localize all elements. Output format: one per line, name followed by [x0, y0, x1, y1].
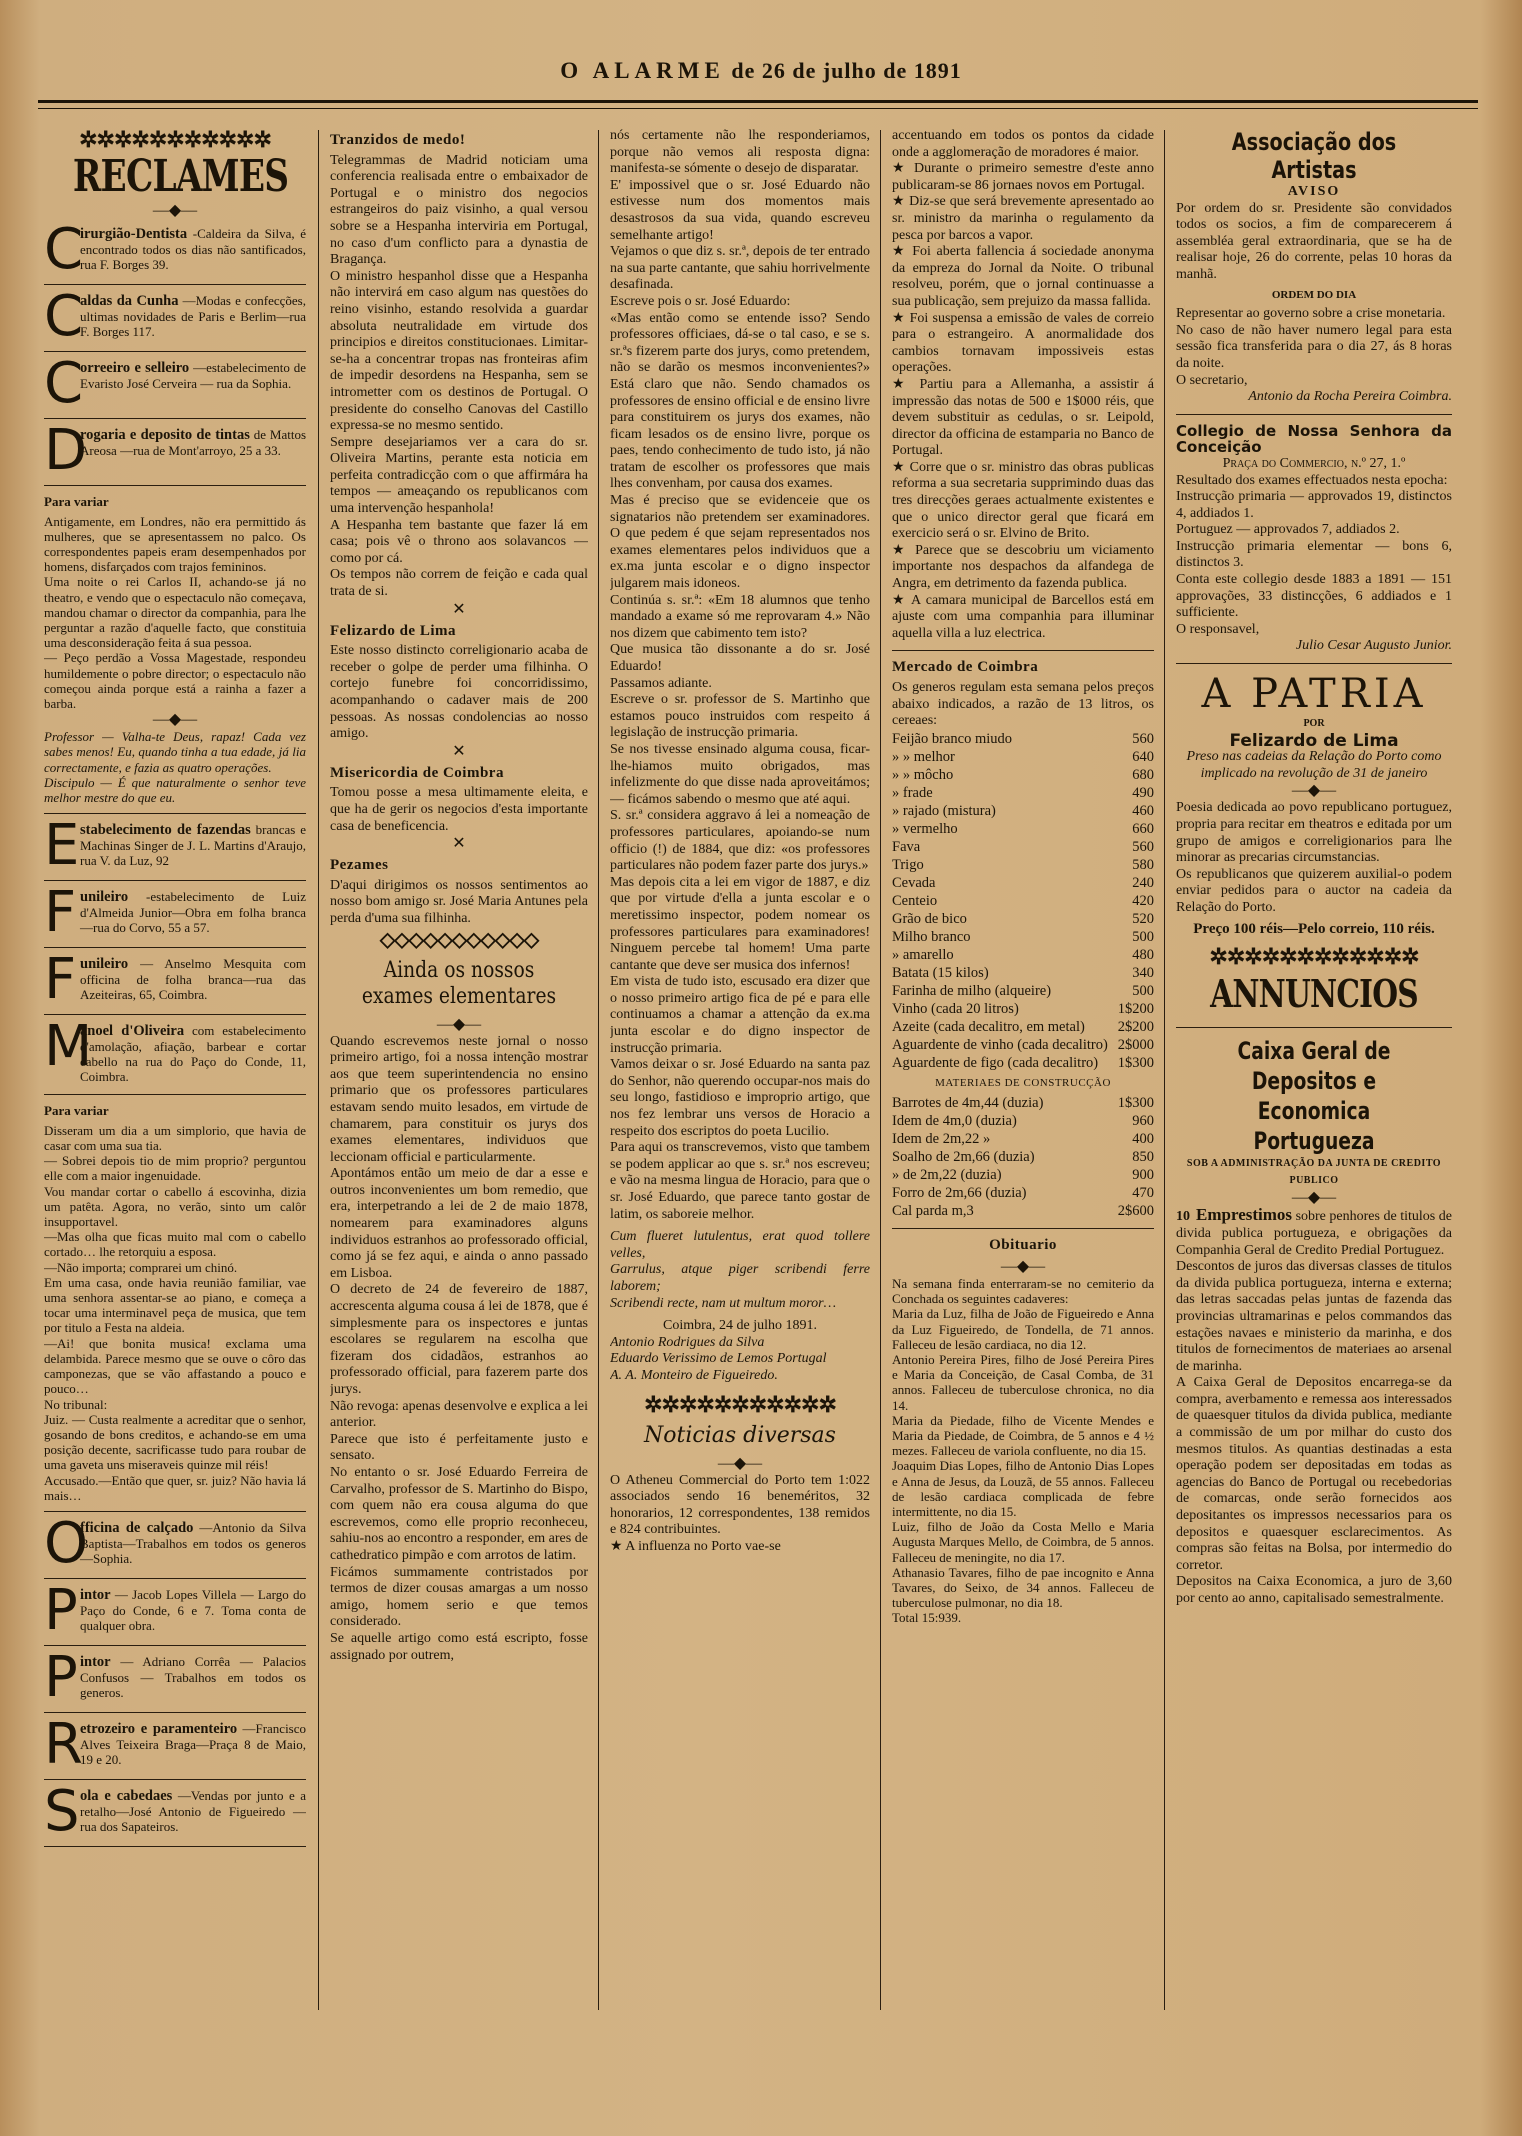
classified-ad: [44, 284, 306, 349]
ornament-divider: —◆—: [717, 1454, 763, 1472]
diamond-ornament-row: ◇◇◇◇◇◇◇◇◇◇◇: [379, 928, 539, 951]
price-value: 850: [1132, 1149, 1154, 1166]
price-value: 2$600: [1117, 1203, 1154, 1220]
price-item: » frade: [892, 784, 933, 801]
column-separator: [1164, 130, 1165, 2010]
ad-text: brancas e Machinas Singer de J. L. Martins d'Araujo, rua V. da Luz, 92: [80, 822, 306, 869]
ad-list: [44, 217, 306, 486]
classified-ad: [44, 1711, 306, 1777]
price-row: [892, 1054, 1154, 1072]
column-4: [892, 128, 1154, 2008]
ad-name: orreeiro e selleiro: [80, 360, 190, 376]
ornament-divider: —◆—: [436, 1015, 482, 1033]
price-value: 460: [1132, 802, 1154, 819]
drop-cap: P: [44, 1644, 78, 1710]
section-title: RECLAMES: [72, 151, 289, 202]
price-item: Milho branco: [892, 928, 971, 945]
divider: [1176, 663, 1452, 664]
price-row: [892, 1148, 1154, 1166]
price-value: 680: [1132, 766, 1154, 783]
classified-ad: [44, 217, 306, 282]
assoc-text: Por ordem do sr. Presidente são convidados todos os socios, a fim de comparecerem á assembléa geral extraordinaria, que se ha de realisar hoje, 26 do corrente, pelas 10 horas da manhã.: [1176, 200, 1452, 282]
ad-name: anoel d'Oliveira: [80, 1023, 185, 1040]
classified-ad: [44, 1014, 306, 1085]
drop-cap: C: [44, 217, 84, 282]
price-item: » » melhor: [892, 748, 955, 765]
article-text: Quando escrevemos neste jornal o nosso primeiro artigo, foi a nossa intenção mostrar aos que teem superintendencia no ensino primario que os professores particulares estavam sendo muito lesados, em virtude de chamarem, para constituir os jurys dos exames elementares, individuos que leccionam official e particularmente. Apontámos então um meio de dar a esse e outros inconvenientes um bom remedio, que era, interpetrando a lei de 2 de maio 1878, nomearem para examinadores alguns individuos estranhos ao professorado official, como já se fez aqui, e ainda o anno passado em Lisboa. O decreto de 24 de fevereiro de 1887, accrescenta alguma cousa á lei de 1878, que é simplesmente para os inspectores e juntas escolares se regularem na escolha que fizeram dos cidadãos, estranhos ao professorado official, para fazerem parte dos jurys. Não revoga: apenas desenvolve e explica a lei anterior. Parece que isto é perfeitamente justo e sensato. No entanto o sr. José Eduardo Ferreira de Carvalho, professor de S. Martinho do Bispo, com quem não era cousa alguma do que escrevemos, como elle proprio reconheceu, sahiu-nos ao encontro a responder, em ares de cathedratico pimpão e com arrotos de latim. Ficámos summamente contristados por termos de dizer cousas amargas a um nosso amigo, homem serio e que temos considerado. Se aquelle artigo como está escripto, fosse assignado por outrem,: [330, 1033, 588, 1663]
news-text: accentuando em todos os pontos da cidade onde a agglomeração de moradores é maior. ★ Durante o primeiro semestre d'este anno publicaram-se 86 jornaes novos em Portugal. ★ Diz-se que será brevemente apresentado ao sr. ministro da marinha o regulamento da pesca por barcos a vapor. ★ Foi aberta fallencia á sociedade anonyma da empreza do Jornal da Noite. O tribunal resolveu, porém, que o jornal continuasse a sua publicação, sem prejuizo da massa fallida. ★ Foi suspensa a emissão de vales de correio para o estrangeiro. A anormalidade dos cambios tornavam impossiveis estas operações. ★ Partiu para a Allemanha, a assistir á impressão das notas de 500 e 1$000 réis, que devem substituir as cedulas, o sr. Leipold, director da officina de estamparia no Banco de Portugal. ★ Corre que o sr. ministro das obras publicas reforma a sua secretaria supprimindo duas das tres direcções geraes actualmente existentes e que o unico director geral que ficará em exercicio será o sr. Elvino de Brito. ★ Parece que se descobriu um viciamento importante nos despachos da alfandega de Angra, em detrimento da fazenda publica. ★ A camara municipal de Barcellos está em ajuste com uma companhia para illuminar aquella villa a luz electrica.: [892, 128, 1154, 641]
colegio-title: Collegio de Nossa Senhora da Conceição: [1176, 421, 1452, 457]
price-value: 490: [1132, 784, 1154, 801]
caixa-first-paragraph: [1176, 1207, 1452, 1259]
article-text: Telegrammas de Madrid noticiam uma conferencia realisada entre o embaixador de Portugal e o ministro dos negocios estrangeiros do paiz visinho, a qual versou sobre se a Hespanha interviria em Portugal, no caso d'um conflicto para a dynastia de Bragança. O ministro hespanhol disse que a Hespanha não intervirá em caso algum nas questões do reino visinho, estando resolvida a guardar absoluta neutralidade em virtude dos principios e direitos constitucionaes. Limitar-se-ha a concentrar tropas nas fronteiras afim de impedir desordens na Hespanha, sem se intrometter com os destinos de Portugal. O presidente do conselho Canovas del Castillo expressa-se no mesmo sentido. Sempre desejariamos ver a cara do sr. Oliveira Martins, perante esta noticia em perfeita contradicção com o que affirmára ha tempos — ameaçando os republicanos com uma intervenção hespanhola! A Hespanha tem bastante que fazer lá em casa; pois vê o throno aos solavancos — como por cá. Os tempos não correm de feição e cada qual trata de si.: [330, 152, 588, 600]
ornament-divider: —◆—: [152, 202, 198, 219]
para-variar-heading: Para variar: [44, 1103, 109, 1119]
caixa-title: Caixa Geral de Depositos e Economica Portugueza: [1237, 1037, 1391, 1156]
price-item: Batata (15 kilos): [892, 964, 989, 981]
ad-name: stabelecimento de fazendas: [80, 822, 251, 839]
ad-name: etrozeiro e paramenteiro: [80, 1720, 238, 1737]
article-text: nós certamente não lhe responderiamos, porque não vemos ali resposta digna: manifesta-se sómente o desejo de disparatar. E' impossivel que o sr. José Eduardo não estivesse num dos momentos mais desastrosos da sua vida, quando escreveu semelhante artigo! Vejamos o que diz s. sr.ª, depois de ter entrado na sua parte cantante, que sahiu horrivelmente desafinada. Escreve pois o sr. José Eduardo: «Mas então como se entende isso? Sendo professores officiaes, dá-se o tal caso, e se s. sr.ªs fizerem parte dos jurys, como pretendem, não se darão os mesmos inconvenientes?» Está claro que não. Sendo chamados os professores de ensino official e de ensino livre para constituirem os jurys dos exames, não ficam lesados os de ensino livre, porque os paes, tendo conhecimento de tudo isto, já não tratam de escolher os professores que mais lhes convenham, por causa dos exames. Mas é preciso que se evidenceie que os signatarios não pretendem ser examinadores. O que pedem é que sejam representados nos exames elementares pelos individuos que a ex.ma junta escolar e o digno inspector julgarem mais idoneos. Continúa s. sr.ª: «Em 18 alumnos que tenho mandado a exame só me reprovaram 4.» Não nos dizem que cabimento tem isto? Que musica tão dissonante a do sr. José Eduardo! Passamos adiante. Escreve o sr. professor de S. Martinho que estamos pouco instruidos com respeito á legislação de instrucção primaria. Se nos tivesse ensinado alguma cousa, ficar-lhe-hiamos muito obrigados, mas infelizmente do que disse nada aproveitámos; — ficámos sabendo o mesmo que até aqui. S. sr.ª considera aggravo á lei a nomeação de professores particulares, apoiando-se num officio (!) de 1884, que diz: «os professores particulares não podem fazer parte dos jurys.» Mas depois cita a lei em vigor de 1887, e diz que por virtude d'ella a junta escolar e o meretissimo inspector, podem nomear os professores particulares para examinadores! Ninguem percebe tal homem! Uma parte cantante que deve ser musica dos infernos! Em vista de tudo isto, escusado era dizer que o nosso primeiro artigo fica de pé e para elle continuamos a chamar a attenção da ex.ma junta escolar e do digno inspector de instrucção primaria. Vamos deixar o sr. José Eduardo na santa paz do Senhor, não querendo occupar-nos mais do seu longo, fastidioso e improprio artigo, que nos fez lembrar uns versos de Horacio a respeito dos escriptos do poeta Lucilio. Para aqui os transcrevemos, visto que tambem se podem applicar ao que s. sr.ª nos escreveu; e vão na mesma lingua de Horacio, para que o sr. José Eduardo, que parece tanto gostar de latim, os saboreie melhor.: [610, 128, 870, 1222]
ad-name: aldas da Cunha: [80, 293, 179, 309]
assoc-signature: Antonio da Rocha Pereira Coimbra.: [1248, 389, 1452, 405]
price-item: Barrotes de 4m,44 (duzia): [892, 1095, 1044, 1112]
drop-cap: F: [44, 880, 77, 946]
ordem-label: ORDEM DO DIA: [1271, 288, 1357, 301]
classified-ad: [44, 1644, 306, 1710]
dateline: Coimbra, 24 de julho 1891.: [663, 1318, 817, 1334]
classified-ad: [44, 418, 306, 483]
aviso-label: AVISO: [1287, 184, 1341, 199]
price-value: 240: [1132, 874, 1154, 891]
ad-list: [44, 813, 306, 1095]
price-row: [892, 1202, 1154, 1220]
assoc-title: Associação dos Artistas: [1231, 128, 1397, 184]
colegio-signature: Julio Cesar Augusto Junior.: [1295, 638, 1452, 654]
para-variar-text: Disseram um dia a um simplorio, que havia de casar com uma sua tia. — Sobrei depois tio de mim proprio? perguntou elle com a maior ingenuidade. Vou mandar cortar o cabello á escovinha, dizia um patêta. Agora, no verão, sinto um calôr insupportavel. —Mas olha que ficas muito mal com o cabello cortado… lhe retorquiu a esposa. —Não importa; comprarei um chinó. Em uma casa, onde havia reunião familiar, vae uma senhora assentar-se ao piano, e começa a tocar uma interminavel peça de musica, que tem por titulo a Festa na aldeia. —Ai! que bonita musica! exclama uma delambida. Parece mesmo que se ouve o côro das camponezas, que se vão affastando a pouco e pouco… No tribunal: Juiz. — Custa realmente a acreditar que o senhor, gosando de bons creditos, e achando-se em uma posição decente, sacrificasse tudo para roubar de uma gaveta uns miseraveis quinze mil réis! Accusado.—Então que quer, sr. juiz? Não havia lá mais…: [44, 1122, 306, 1503]
price-value: 640: [1132, 748, 1154, 765]
price-value: 560: [1132, 838, 1154, 855]
price-item: Feijão branco miudo: [892, 730, 1013, 747]
masthead-rule-thick: [38, 100, 1478, 103]
latin-verses: Cum flueret lutulentus, erat quod tollere velles, Garrulus, atque piger scribendi ferre laborem; Scribendi recte, nam ut multum moror…: [610, 1229, 870, 1311]
divider: [44, 485, 306, 486]
annuncios-title: ANNUNCIOS: [1210, 971, 1418, 1017]
price-value: 580: [1132, 856, 1154, 873]
price-row: [892, 1000, 1154, 1018]
price-value: 480: [1132, 946, 1154, 963]
price-item: Aguardente de vinho (cada decalitro): [892, 1036, 1108, 1053]
masthead: [0, 58, 1522, 84]
price-value: 2$000: [1117, 1036, 1154, 1053]
ad-name: irurgião-Dentista: [80, 226, 188, 242]
price-item: » amarello: [892, 946, 954, 963]
price-item: Forro de 2m,66 (duzia): [892, 1185, 1027, 1202]
drop-cap: E: [44, 813, 80, 879]
ad-text: com estabelecimento d'amolação, afiação, barbear e cortar cabello na rua do Paço do Conde, 11, Coimbra.: [80, 1023, 306, 1085]
classified-ad: [44, 1577, 306, 1643]
price-table: [892, 730, 1154, 1072]
classified-ad: [44, 880, 306, 946]
divider: [44, 1846, 306, 1847]
obituary-heading: Obituario: [989, 1237, 1057, 1254]
price-item: Soalho de 2m,66 (duzia): [892, 1149, 1035, 1166]
news-text: O Atheneu Commercial do Porto tem 1:022 associados sendo 16 beneméritos, 32 honorarios, 12 correspondentes, 138 remidos e 824 contribuintes. ★ A influenza no Porto vae-se: [610, 1472, 870, 1554]
drop-cap: D: [44, 418, 88, 483]
price-row: [892, 748, 1154, 766]
price-row: [892, 982, 1154, 1000]
ornament-divider: —◆—: [1000, 1257, 1046, 1275]
drop-cap: F: [44, 947, 77, 1013]
column-separator: [880, 130, 881, 2010]
ad-text: —Antonio da Silva Baptista—Trabalhos em todos os generos—Sophia.: [80, 1519, 306, 1566]
divider: [44, 813, 306, 814]
price-value: 1$300: [1117, 1054, 1154, 1071]
column-separator: [318, 130, 319, 2010]
price-value: 660: [1132, 820, 1154, 837]
ad-text: — Adriano Corrêa — Palacios Confusos — Trabalhos em todos os generos.: [80, 1653, 306, 1700]
price-item: Grão de bico: [892, 910, 967, 927]
article-heading: Tranzidos de medo!: [330, 132, 466, 148]
price-value: 400: [1132, 1131, 1154, 1148]
price-item: Aguardente de figo (cada decalitro): [892, 1054, 1099, 1071]
divider: [892, 1228, 1154, 1229]
caixa-subtitle: SOB A ADMINISTRAÇÃO DA JUNTA DE CREDITO PUBLICO: [1186, 1158, 1442, 1186]
ad-text: -estabelecimento de Luiz d'Almeida Junior—Obra em folha branca—rua do Corvo, 55 a 57.: [80, 889, 306, 936]
column-5: [1176, 128, 1452, 2008]
article-text: Este nosso distincto correligionario acaba de receber o golpe de perder uma filhinha. O cortejo funebre foi concorridissimo, acompanhando o cadaver mais de 200 pessoas. As nossas condolencias ao nosso amigo.: [330, 643, 588, 742]
ornament-divider: —◆—: [152, 711, 198, 729]
cross-divider: ✕: [452, 835, 466, 853]
price-row: [892, 1184, 1154, 1202]
price-row: [892, 1036, 1154, 1054]
price-row: [892, 892, 1154, 910]
price-value: 2$200: [1117, 1018, 1154, 1035]
classified-ad: [44, 813, 306, 879]
price-row: [892, 1112, 1154, 1130]
price-value: 500: [1132, 928, 1154, 945]
signatories: Antonio Rodrigues da Silva Eduardo Verissimo de Lemos Portugal A. A. Monteiro de Figueiredo.: [610, 1334, 827, 1383]
drop-cap: S: [44, 1778, 80, 1844]
price-item: » vermelho: [892, 820, 958, 837]
price-value: 420: [1132, 892, 1154, 909]
divider: [44, 1779, 306, 1780]
price-row: [892, 730, 1154, 748]
drop-cap: O: [44, 1510, 89, 1576]
price-value: 500: [1132, 982, 1154, 999]
article-heading: Pezames: [330, 857, 389, 874]
column-separator: [598, 130, 599, 2010]
section-title: Noticias diversas: [644, 1422, 836, 1448]
price-row: [892, 766, 1154, 784]
star-ornament-row: ✲✲✲✲✲✲✲✲✲✲✲✲: [1209, 945, 1419, 970]
market-intro: Os generos regulam esta semana pelos preços abaixo indicados, a razão de 13 litros, os cereaes:: [892, 680, 1154, 729]
drop-cap: C: [44, 284, 84, 349]
price-value: 470: [1132, 1185, 1154, 1202]
ad-text: —Modas e confecções, ultimas novidades de Paris e Berlim—rua F. Borges 117.: [80, 293, 306, 339]
article-text: D'aqui dirigimos os nossos sentimentos ao nosso bom amigo sr. José Maria Antunes pela perda d'uma sua filhinha.: [330, 877, 588, 926]
price-item: » » môcho: [892, 766, 954, 783]
paper-date: de 26 de julho de 1891: [731, 58, 962, 83]
price-value: 560: [1132, 730, 1154, 747]
drop-cap: P: [44, 1577, 78, 1643]
materials-heading: MATERIAES DE CONSTRUCÇÃO: [935, 1076, 1111, 1089]
ornament-divider: —◆—: [1291, 782, 1337, 800]
cross-divider: ✕: [452, 742, 466, 760]
colegio-text: Resultado dos exames effectuados nesta epocha: Instrucção primaria — approvados 19, distinctos 4, addiados 1. Portuguez — approvados 7, addiados 2. Instrucção primaria elementar — bons 6, distinctos 3. Conta este collegio desde 1883 a 1891 — 151 approvações, 33 distincções, 6 addiados e 1 sufficiente. O responsavel,: [1176, 472, 1452, 637]
materials-table: [892, 1094, 1154, 1220]
price-row: [892, 964, 1154, 982]
article-title: Ainda os nossos exames elementares: [361, 957, 557, 1009]
price-value: 900: [1132, 1167, 1154, 1184]
ad-text: — Anselmo Mesquita com officina de folha branca—rua das Azeiteiras, 65, Coimbra.: [80, 956, 306, 1003]
ordem-text: Representar ao governo sobre a crise monetaria. No caso de não haver numero legal para esta sessão fica transferida para o dia 27, ás 8 horas da noite. O secretario,: [1176, 306, 1452, 388]
price-item: » rajado (mistura): [892, 802, 996, 819]
price-item: Idem de 4m,0 (duzia): [892, 1113, 1017, 1130]
ad-text: —Vendas por junto e a retalho—José Antonio de Figueiredo — rua dos Sapateiros.: [80, 1787, 306, 1834]
article-text: Tomou posse a mesa ultimamente eleita, e que ha de gerir os negocios d'esta importante casa de beneficencia.: [330, 785, 588, 834]
para-variar-heading: Para variar: [44, 494, 109, 509]
price-item: Cevada: [892, 874, 936, 891]
column-reclames: [44, 128, 306, 2008]
price-item: Azeite (cada decalitro, em metal): [892, 1018, 1085, 1035]
star-ornament-row: ✲✲✲✲✲✲✲✲✲✲✲: [644, 1392, 836, 1417]
ad-name: unileiro: [80, 956, 129, 973]
divider: [1176, 1027, 1452, 1028]
price-item: Fava: [892, 838, 921, 855]
ad-name: fficina de calçado: [80, 1519, 194, 1536]
price-value: 520: [1132, 910, 1154, 927]
column-3: [610, 128, 870, 2008]
ad-text: -Caldeira da Silva, é encontrado todos os dias não santificados, rua F. Borges 39.: [80, 226, 306, 272]
divider: [44, 880, 306, 881]
classified-ad: [44, 351, 306, 416]
ad-name: rogaria e deposito de tintas: [80, 427, 250, 443]
ad-name: intor: [80, 1586, 111, 1603]
drop-cap: M: [44, 1014, 93, 1080]
ad-text: — Jacob Lopes Villela — Largo do Paço do Conde, 6 e 7. Toma conta de qualquer obra.: [80, 1586, 306, 1633]
price-row: [892, 1094, 1154, 1112]
price-row: [892, 946, 1154, 964]
star-ornament-row: ✲✲✲✲✲✲✲✲✲✲✲: [79, 128, 271, 152]
column-2: [330, 128, 588, 2008]
price-row: [892, 928, 1154, 946]
classified-ad: [44, 947, 306, 1013]
caixa-text: sobre penhores de titulos de divida publica portugueza, e obrigações da Companhia Geral de Credito Predial Portuguez.: [1176, 1209, 1452, 1258]
price-value: 1$200: [1117, 1000, 1154, 1017]
divider: [44, 947, 306, 948]
price-value: 960: [1132, 1113, 1154, 1130]
divider: [44, 351, 306, 352]
price-row: [892, 1130, 1154, 1148]
patria-title: A PATRIA: [1201, 671, 1427, 718]
obituary-total: Total 15:939.: [892, 1610, 962, 1626]
patria-author: Felizardo de Lima: [1229, 730, 1399, 751]
divider: [44, 1578, 306, 1579]
ad-name: intor: [80, 1653, 111, 1670]
ad-text: de Mattos Areosa —rua de Mont'arroyo, 25 a 33.: [80, 427, 306, 458]
ornament-divider: —◆—: [1291, 1189, 1337, 1207]
patria-price: Preço 100 réis—Pelo correio, 110 réis.: [1193, 920, 1435, 937]
caixa-text: Descontos de juros das diversas classes de titulos da divida publica portugueza, interna e externa; das letras saccadas pelas juntas de fazenda das provincias ultramarinas e pelos commandos das estações navaes e ministerio da marinha, e dos titulos de fornecimentos de materiaes ao arsenal de marinha. A Caixa Geral de Depositos encarrega-se da compra, averbamento e remessa aos interessados de quaesquer titulos da divida publica, mediante a commissão de um por milhar do custo dos mesmos titulos. As quantias destinadas a esta operação podem ser depositadas em todas as agencias do Banco de Portugal ou recebedorias de comarcas, onde serão fornecidos aos depositantes os impressos necessarios para os depositos e quaesquer esclarecimentos. As compras são feitas na Bolsa, por intermedio do corretor. Depositos na Caixa Economica, a juro de 3,60 por cento ao anno, capitalisado semestralmente.: [1176, 1259, 1452, 1606]
ad-text: —estabelecimento de Evaristo José Cerveira — rua da Sophia.: [80, 360, 306, 391]
price-row: [892, 856, 1154, 874]
classified-ad: [44, 1778, 306, 1844]
price-value: 340: [1132, 964, 1154, 981]
price-value: 1$300: [1117, 1095, 1154, 1112]
price-item: Farinha de milho (alqueire): [892, 982, 1052, 999]
divider: [892, 650, 1154, 651]
price-row: [892, 802, 1154, 820]
price-row: [892, 820, 1154, 838]
divider: [44, 284, 306, 285]
divider: [44, 1094, 306, 1095]
ad-name: unileiro: [80, 889, 129, 906]
divider: [44, 1645, 306, 1646]
market-heading: Mercado de Coimbra: [892, 659, 1039, 676]
price-row: [892, 1018, 1154, 1036]
patria-por: POR: [1303, 718, 1325, 730]
ad-text: —Francisco Alves Teixeira Braga—Praça 8 de Maio, 19 e 20.: [80, 1720, 306, 1767]
price-item: Cal parda m,3: [892, 1203, 974, 1220]
divider: [44, 1712, 306, 1713]
price-item: Centeio: [892, 892, 938, 909]
dialogue-text: Professor — Valha-te Deus, rapaz! Cada vez sabes menos! Eu, quando tinha a tua edade, já lia correctamente, e fazia as quatro operações. Discipulo — É que naturalmente o senhor teve melhor mestre do que eu.: [44, 729, 306, 806]
masthead-rule-thin: [38, 108, 1478, 109]
caixa-lead-word: Emprestimos: [1196, 1205, 1293, 1225]
drop-cap: R: [44, 1711, 83, 1777]
divider: [1176, 414, 1452, 415]
price-row: [892, 910, 1154, 928]
paper-name: O ALARME: [560, 58, 725, 83]
drop-cap: C: [44, 351, 84, 416]
patria-subtitle: Preso nas cadeias da Relação do Porto como implicado na revolução de 31 de janeiro: [1186, 749, 1442, 781]
article-heading: Misericordia de Coimbra: [330, 764, 504, 781]
price-row: [892, 1166, 1154, 1184]
obituary-text: Na semana finda enterraram-se no cemiterio da Conchada os seguintes cadaveres: Maria da Luz, filha de João de Figueiredo e Anna da Luz Figueiredo, de Tondella, de 71 annos. Falleceu de lesão cardiaca, no dia 12. Antonio Pereira Pires, filho de José Pereira Pires e Maria da Conceição, de Casal Comba, de 31 annos. Falleceu de tuberculose chronica, no dia 14. Maria da Piedade, filho de Vicente Mendes e Maria da Piedade, de Coimbra, de 5 annos e 4 ½ mezes. Falleceu de variola confluente, no dia 15. Joaquim Dias Lopes, filho de Antonio Dias Lopes e Anna de Jesus, da Louzã, de 55 annos. Falleceu de lesão cardiaca complicada de febre intermittente, no dia 15. Luiz, filho de João da Costa Mello e Maria Augusta Marques Mello, de Coimbra, de 5 annos. Falleceu de meningite, no dia 17. Athanasio Tavares, filho de pae incognito e Anna Tavares, do Seixo, de 34 annos. Falleceu de tuberculose pulmonar, no dia 18.: [892, 1275, 1154, 1611]
ad-name: ola e cabedaes: [80, 1787, 173, 1804]
colegio-address: Praça do Commercio, n.º 27, 1.º: [1222, 455, 1406, 471]
price-row: [892, 838, 1154, 856]
para-variar-text: Antigamente, em Londres, não era permittido ás mulheres, que se apresentassem no palco. Os correspondentes papeis eram desempenhados por homens, disfarçados com trajos femininos. Uma noite o rei Carlos II, achando-se já no theatro, e vendo que o espectaculo não começava, mandou chamar o director da companhia, para lhe perguntar a razão d'aquelle facto, que constituia uma desconsideração feita á sua pessoa. — Peço perdão a Vossa Magestade, respondeu humildemente o pobre director; o espectaculo não começou ainda porque está a rainha a fazer a barba.: [44, 513, 306, 712]
cross-divider: ✕: [452, 600, 466, 618]
patria-text: Poesia dedicada ao povo republicano portuguez, propria para recitar em theatros e editada por um grupo de amigos e correligionarios para lhe minorar as precarias circumstancias. Os republicanos que quizerem auxilial-o podem enviar pedidos para o auctor na cadeia da Relação do Porto.: [1176, 800, 1452, 915]
price-item: Vinho (cada 20 litros): [892, 1000, 1019, 1017]
price-item: Trigo: [892, 856, 924, 873]
price-row: [892, 874, 1154, 892]
price-row: [892, 784, 1154, 802]
article-heading: Felizardo de Lima: [330, 622, 456, 639]
price-item: » de 2m,22 (duzia): [892, 1167, 1002, 1184]
price-item: Idem de 2m,22 »: [892, 1131, 991, 1148]
ad-list: [44, 1510, 306, 1847]
caixa-number: 10: [1176, 1209, 1190, 1225]
classified-ad: [44, 1510, 306, 1576]
